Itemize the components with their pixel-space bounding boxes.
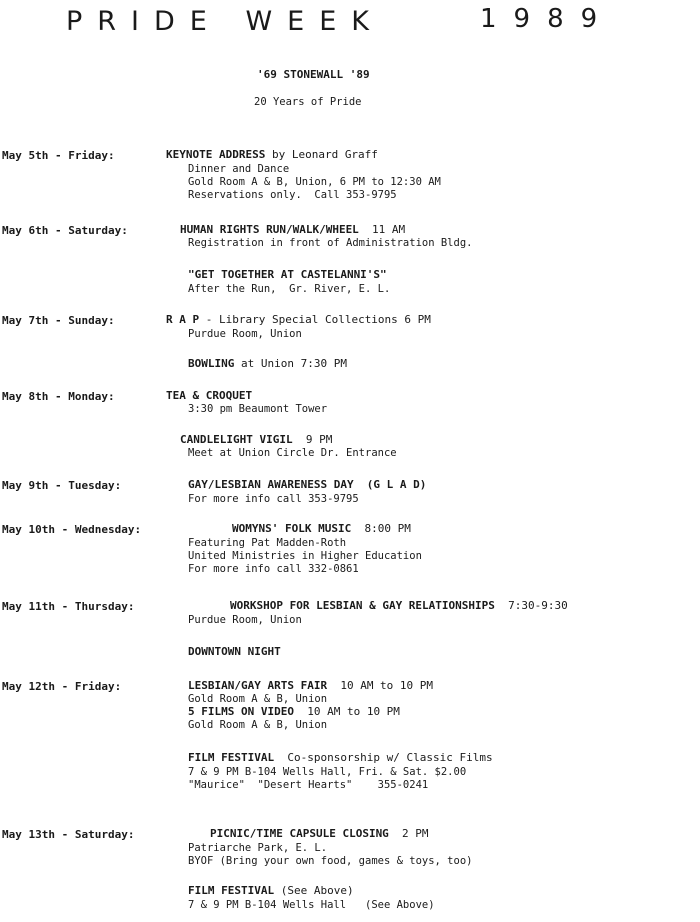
date-label: May 12th - Friday: <box>2 680 122 693</box>
event-detail: Meet at Union Circle Dr. Entrance <box>188 447 397 459</box>
event-title: FILM FESTIVAL (See Above) <box>188 884 354 897</box>
event-detail: For more info call 353-9795 <box>188 493 359 505</box>
event-detail: 7 & 9 PM B-104 Wells Hall (See Above) <box>188 899 435 911</box>
event-title: DOWNTOWN NIGHT <box>188 645 281 658</box>
date-label: May 13th - Saturday: <box>2 828 135 841</box>
tagline: 20 Years of Pride <box>254 96 362 108</box>
event-detail: Purdue Room, Union <box>188 614 302 626</box>
event-title: KEYNOTE ADDRESS by Leonard Graff <box>166 148 378 161</box>
event-title: BOWLING at Union 7:30 PM <box>188 357 347 370</box>
subtitle: '69 STONEWALL '89 <box>257 68 370 81</box>
event-title: 5 FILMS ON VIDEO 10 AM to 10 PM <box>188 705 400 718</box>
event-detail: Registration in front of Administration Bldg. <box>188 237 473 249</box>
event-title: LESBIAN/GAY ARTS FAIR 10 AM to 10 PM <box>188 679 434 692</box>
event-title: GAY/LESBIAN AWARENESS DAY (G L A D) <box>188 478 427 491</box>
event-detail: United Ministries in Higher Education <box>188 550 422 562</box>
date-label: May 10th - Wednesday: <box>2 523 142 536</box>
page-title: PRIDE WEEK <box>66 6 384 37</box>
date-label: May 9th - Tuesday: <box>2 479 122 492</box>
event-detail: Dinner and Dance <box>188 163 290 175</box>
event-detail: For more info call 332-0861 <box>188 563 359 575</box>
event-title: R A P - Library Special Collections 6 PM <box>166 313 431 326</box>
event-title: TEA & CROQUET <box>166 389 253 402</box>
event-detail: "Maurice" "Desert Hearts" 355-0241 <box>188 779 429 791</box>
event-title: FILM FESTIVAL Co-sponsorship w/ Classic Films <box>188 751 493 764</box>
event-detail: After the Run, Gr. River, E. L. <box>188 283 391 295</box>
event-detail: 7 & 9 PM B-104 Wells Hall, Fri. & Sat. $2.00 <box>188 766 467 778</box>
event-title: WORKSHOP FOR LESBIAN & GAY RELATIONSHIPS 7:30-9:30 <box>230 599 568 612</box>
event-title: CANDLELIGHT VIGIL 9 PM <box>180 433 333 446</box>
date-label: May 5th - Friday: <box>2 149 115 162</box>
date-label: May 7th - Sunday: <box>2 314 115 327</box>
event-title: PICNIC/TIME CAPSULE CLOSING 2 PM <box>210 827 429 840</box>
event-detail: Gold Room A & B, Union <box>188 693 328 705</box>
event-detail: BYOF (Bring your own food, games & toys, too) <box>188 855 473 867</box>
date-label: May 11th - Thursday: <box>2 600 135 613</box>
event-detail: Featuring Pat Madden-Roth <box>188 537 347 549</box>
date-label: May 8th - Monday: <box>2 390 115 403</box>
year: 1989 <box>480 4 615 34</box>
event-detail: Purdue Room, Union <box>188 328 302 340</box>
event-detail: Gold Room A & B, Union, 6 PM to 12:30 AM <box>188 176 441 188</box>
event-title: "GET TOGETHER AT CASTELANNI'S" <box>188 268 387 281</box>
event-detail: Patriarche Park, E. L. <box>188 842 328 854</box>
event-detail: Reservations only. Call 353-9795 <box>188 189 397 201</box>
event-title: WOMYNS' FOLK MUSIC 8:00 PM <box>232 522 411 535</box>
event-title: HUMAN RIGHTS RUN/WALK/WHEEL 11 AM <box>180 223 406 236</box>
date-label: May 6th - Saturday: <box>2 224 128 237</box>
event-detail: Gold Room A & B, Union <box>188 719 328 731</box>
event-detail: 3:30 pm Beaumont Tower <box>188 403 328 415</box>
